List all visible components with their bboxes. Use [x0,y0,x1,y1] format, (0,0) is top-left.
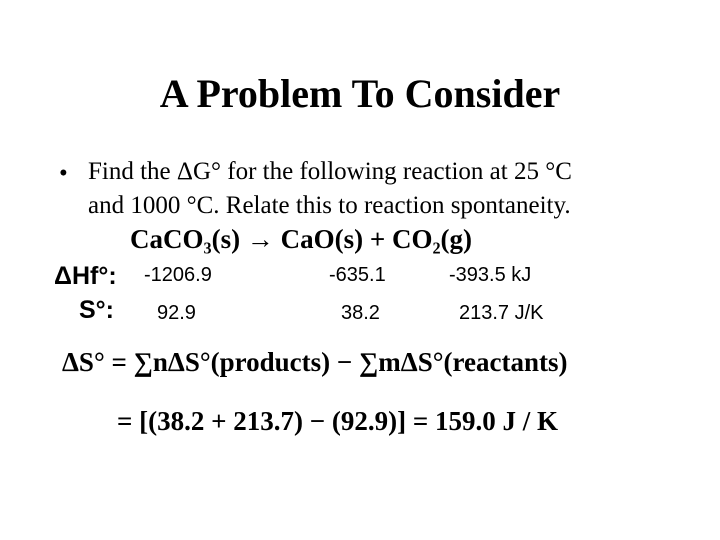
bullet-line-1: Find the ΔG° for the following reaction at 25 °C [88,158,572,185]
entropy-co2: 213.7 J/K [459,302,544,324]
enthalpy-label: ΔHf°: [54,262,117,290]
entropy-calculation: = [(38.2 + 213.7) − (92.9)] = 159.0 J / K [117,406,558,436]
bullet-marker: • [59,160,68,187]
slide-title: A Problem To Consider [159,71,561,116]
entropy-equation: ΔS° = ∑nΔS°(products) − ∑mΔS°(reactants) [62,347,568,377]
entropy-caco3: 92.9 [157,302,196,324]
entropy-label: S°: [79,296,114,324]
enthalpy-cao: -635.1 [329,264,386,286]
bullet-line-2: and 1000 °C. Relate this to reaction spontaneity. [88,192,571,219]
entropy-cao: 38.2 [341,302,380,324]
enthalpy-caco3: -1206.9 [144,264,212,286]
enthalpy-co2: -393.5 kJ [449,264,532,286]
reaction-equation: CaCO₃(s) → CaO(s) + CO₂(g) [130,224,473,254]
